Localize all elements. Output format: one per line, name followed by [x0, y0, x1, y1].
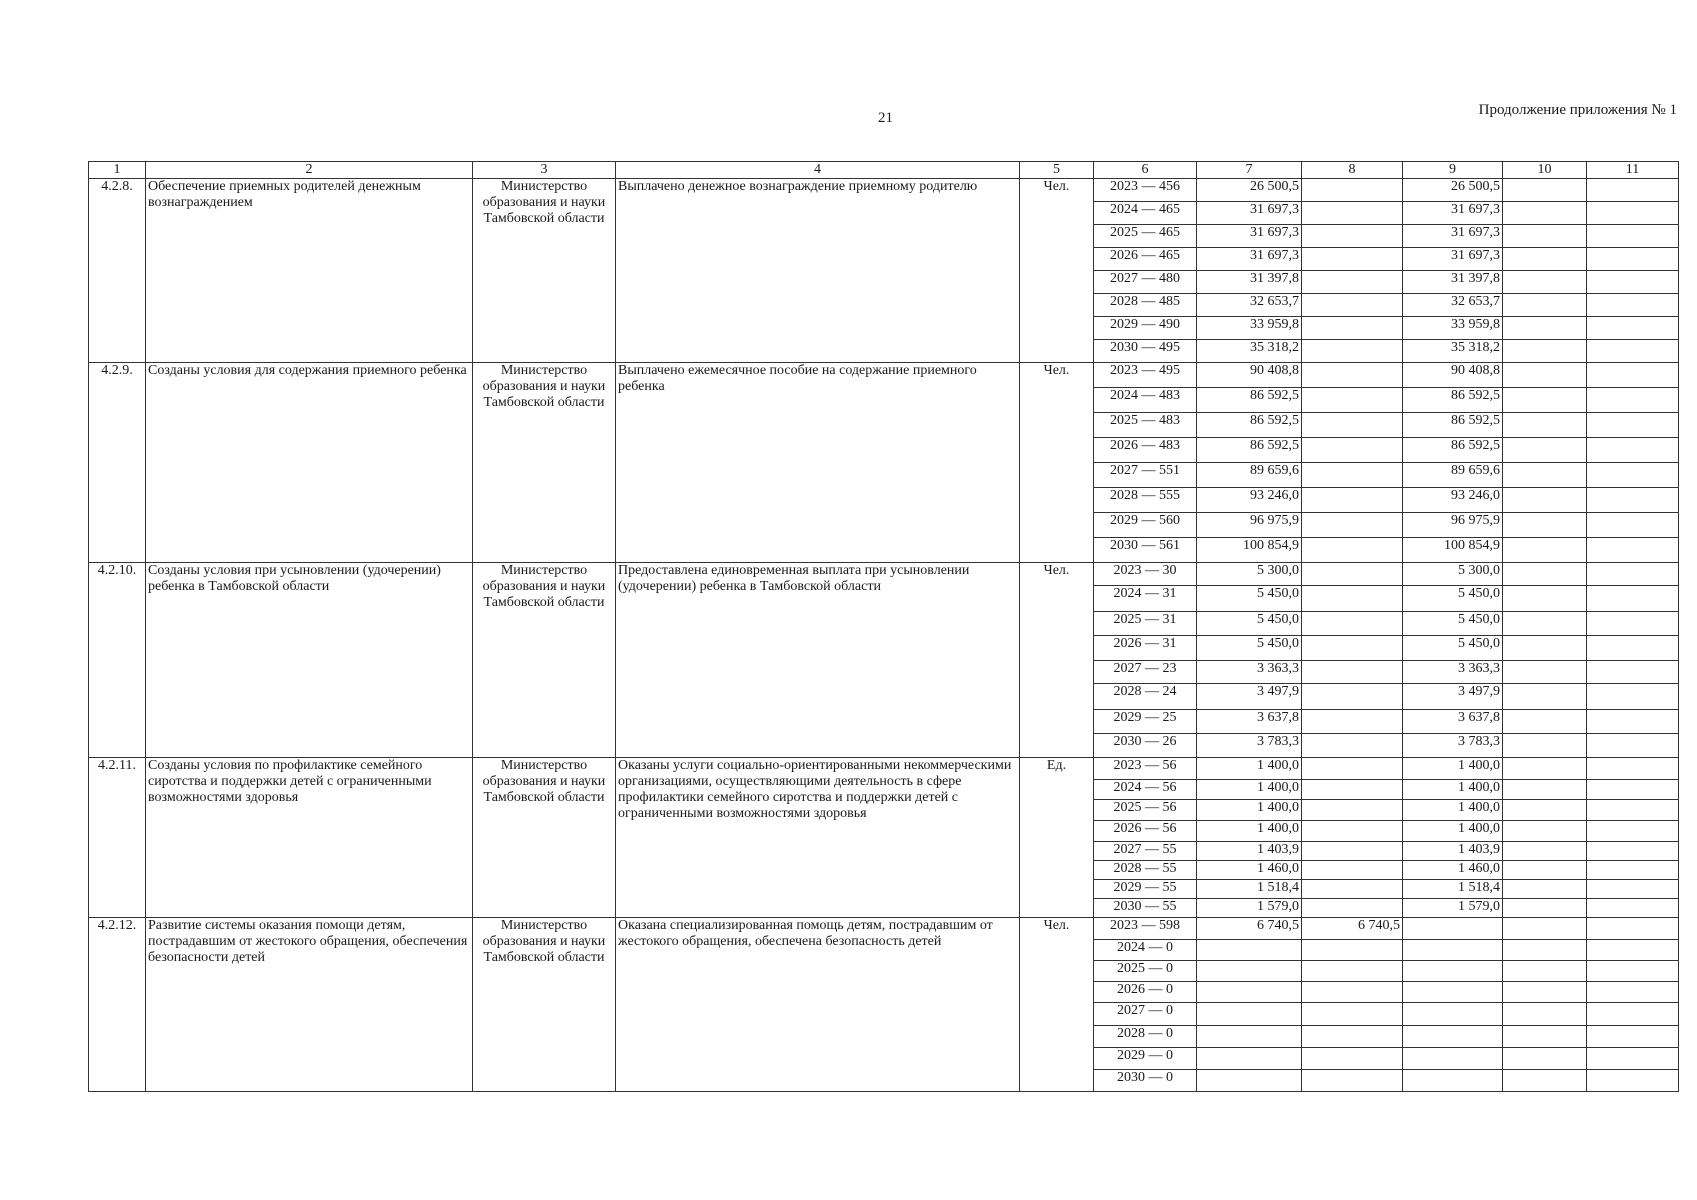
value-col-10: [1503, 661, 1587, 684]
value-col-7: 31 697,3: [1197, 248, 1302, 271]
value-col-7: 5 450,0: [1197, 586, 1302, 612]
value-col-11: [1587, 340, 1679, 363]
value-col-11: [1587, 202, 1679, 225]
value-col-11: [1587, 413, 1679, 438]
value-col-9: [1403, 982, 1503, 1003]
year-indicator: 2025 — 483: [1094, 413, 1197, 438]
value-col-7: 100 854,9: [1197, 538, 1302, 563]
activity-name: Обеспечение приемных родителей денежным вознаграждением: [146, 179, 473, 363]
value-col-11: [1587, 842, 1679, 861]
value-col-10: [1503, 438, 1587, 463]
activity-result: Оказаны услуги социально-ориентированными некоммерческими организациями, осуществляющими деятельность в сфере профилактики семейного сиротства и поддержки детей с ограниченными возможностями здоровья: [616, 758, 1020, 918]
column-header: 7: [1197, 162, 1302, 179]
value-col-9: 86 592,5: [1403, 438, 1503, 463]
value-col-9: 31 397,8: [1403, 271, 1503, 294]
value-col-9: 3 497,9: [1403, 684, 1503, 710]
measure-unit: Чел.: [1020, 363, 1094, 563]
responsible-org: Министерство образования и науки Тамбовской области: [473, 918, 616, 1092]
value-col-8: [1302, 1003, 1403, 1026]
value-col-9: [1403, 961, 1503, 982]
year-indicator: 2024 — 56: [1094, 780, 1197, 800]
value-col-7: 35 318,2: [1197, 340, 1302, 363]
year-indicator: 2028 — 24: [1094, 684, 1197, 710]
value-col-9: [1403, 918, 1503, 940]
year-indicator: 2023 — 30: [1094, 563, 1197, 586]
value-col-10: [1503, 880, 1587, 899]
value-col-7: [1197, 961, 1302, 982]
year-indicator: 2024 — 465: [1094, 202, 1197, 225]
value-col-11: [1587, 982, 1679, 1003]
value-col-9: 89 659,6: [1403, 463, 1503, 488]
value-col-7: 1 400,0: [1197, 800, 1302, 821]
value-col-10: [1503, 821, 1587, 842]
value-col-8: [1302, 317, 1403, 340]
year-indicator: 2026 — 31: [1094, 636, 1197, 661]
value-col-8: [1302, 538, 1403, 563]
value-col-10: [1503, 684, 1587, 710]
value-col-10: [1503, 248, 1587, 271]
responsible-org: Министерство образования и науки Тамбовской области: [473, 563, 616, 758]
value-col-10: [1503, 340, 1587, 363]
value-col-10: [1503, 202, 1587, 225]
value-col-10: [1503, 294, 1587, 317]
value-col-9: 3 637,8: [1403, 710, 1503, 734]
value-col-11: [1587, 463, 1679, 488]
year-indicator: 2025 — 56: [1094, 800, 1197, 821]
table-row: [89, 363, 1679, 388]
year-indicator: 2029 — 490: [1094, 317, 1197, 340]
year-indicator: 2025 — 465: [1094, 225, 1197, 248]
value-col-11: [1587, 488, 1679, 513]
value-col-9: 1 460,0: [1403, 861, 1503, 880]
value-col-10: [1503, 1003, 1587, 1026]
year-indicator: 2024 — 0: [1094, 940, 1197, 961]
value-col-10: [1503, 734, 1587, 758]
value-col-8: [1302, 225, 1403, 248]
value-col-8: [1302, 899, 1403, 918]
value-col-9: 26 500,5: [1403, 179, 1503, 202]
year-indicator: 2024 — 31: [1094, 586, 1197, 612]
value-col-7: 89 659,6: [1197, 463, 1302, 488]
table-body: [89, 179, 1679, 1092]
year-indicator: 2028 — 0: [1094, 1026, 1197, 1048]
value-col-7: 3 637,8: [1197, 710, 1302, 734]
measure-unit: Чел.: [1020, 179, 1094, 363]
value-col-10: [1503, 899, 1587, 918]
value-col-11: [1587, 179, 1679, 202]
value-col-7: 93 246,0: [1197, 488, 1302, 513]
year-indicator: 2026 — 483: [1094, 438, 1197, 463]
value-col-8: [1302, 388, 1403, 413]
value-col-8: [1302, 363, 1403, 388]
activity-name: Развитие системы оказания помощи детям, пострадавшим от жестокого обращения, обеспечения безопасности детей: [146, 918, 473, 1092]
column-header: 10: [1503, 162, 1587, 179]
value-col-8: [1302, 612, 1403, 636]
value-col-8: [1302, 982, 1403, 1003]
year-indicator: 2024 — 483: [1094, 388, 1197, 413]
value-col-7: 31 697,3: [1197, 202, 1302, 225]
value-col-11: [1587, 899, 1679, 918]
value-col-9: 5 450,0: [1403, 586, 1503, 612]
page-number: 21: [878, 110, 893, 126]
value-col-9: 1 400,0: [1403, 780, 1503, 800]
value-col-7: 1 400,0: [1197, 780, 1302, 800]
table-row: [89, 918, 1679, 940]
column-header: 11: [1587, 162, 1679, 179]
activity-result: Оказана специализированная помощь детям, пострадавшим от жестокого обращения, обеспечена безопасность детей: [616, 918, 1020, 1092]
value-col-11: [1587, 880, 1679, 899]
value-col-7: 3 363,3: [1197, 661, 1302, 684]
value-col-11: [1587, 1003, 1679, 1026]
value-col-9: 31 697,3: [1403, 225, 1503, 248]
value-col-9: 1 518,4: [1403, 880, 1503, 899]
value-col-9: [1403, 1003, 1503, 1026]
value-col-10: [1503, 710, 1587, 734]
activity-number: 4.2.9.: [89, 363, 146, 563]
activity-result: Выплачено ежемесячное пособие на содержание приемного ребенка: [616, 363, 1020, 563]
value-col-8: [1302, 340, 1403, 363]
value-col-11: [1587, 438, 1679, 463]
year-indicator: 2030 — 55: [1094, 899, 1197, 918]
year-indicator: 2030 — 0: [1094, 1070, 1197, 1092]
value-col-8: [1302, 880, 1403, 899]
value-col-7: 26 500,5: [1197, 179, 1302, 202]
year-indicator: 2029 — 0: [1094, 1048, 1197, 1070]
year-indicator: 2027 — 55: [1094, 842, 1197, 861]
value-col-9: [1403, 1070, 1503, 1092]
value-col-11: [1587, 388, 1679, 413]
value-col-11: [1587, 271, 1679, 294]
value-col-7: [1197, 1026, 1302, 1048]
column-number-row: [89, 162, 1679, 179]
value-col-10: [1503, 918, 1587, 940]
value-col-10: [1503, 982, 1587, 1003]
value-col-10: [1503, 636, 1587, 661]
value-col-7: [1197, 940, 1302, 961]
value-col-10: [1503, 758, 1587, 780]
value-col-8: [1302, 661, 1403, 684]
activity-name: Созданы условия по профилактике семейного сиротства и поддержки детей с ограниченными возможностями здоровья: [146, 758, 473, 918]
year-indicator: 2023 — 598: [1094, 918, 1197, 940]
value-col-9: 31 697,3: [1403, 202, 1503, 225]
activity-number: 4.2.11.: [89, 758, 146, 918]
value-col-11: [1587, 538, 1679, 563]
value-col-8: [1302, 248, 1403, 271]
value-col-8: [1302, 734, 1403, 758]
responsible-org: Министерство образования и науки Тамбовской области: [473, 758, 616, 918]
value-col-9: 31 697,3: [1403, 248, 1503, 271]
activity-number: 4.2.10.: [89, 563, 146, 758]
value-col-10: [1503, 586, 1587, 612]
value-col-7: [1197, 1070, 1302, 1092]
year-indicator: 2030 — 561: [1094, 538, 1197, 563]
value-col-11: [1587, 684, 1679, 710]
value-col-8: [1302, 586, 1403, 612]
activity-number: 4.2.8.: [89, 179, 146, 363]
value-col-11: [1587, 586, 1679, 612]
value-col-9: 100 854,9: [1403, 538, 1503, 563]
year-indicator: 2027 — 551: [1094, 463, 1197, 488]
value-col-11: [1587, 294, 1679, 317]
value-col-11: [1587, 780, 1679, 800]
value-col-11: [1587, 734, 1679, 758]
value-col-7: 86 592,5: [1197, 413, 1302, 438]
value-col-7: [1197, 1048, 1302, 1070]
year-indicator: 2026 — 465: [1094, 248, 1197, 271]
value-col-10: [1503, 271, 1587, 294]
value-col-11: [1587, 563, 1679, 586]
measure-unit: Чел.: [1020, 918, 1094, 1092]
value-col-7: 31 397,8: [1197, 271, 1302, 294]
value-col-7: 3 783,3: [1197, 734, 1302, 758]
value-col-7: 86 592,5: [1197, 388, 1302, 413]
column-header: 1: [89, 162, 146, 179]
value-col-8: [1302, 271, 1403, 294]
value-col-9: 5 450,0: [1403, 612, 1503, 636]
value-col-8: [1302, 438, 1403, 463]
value-col-11: [1587, 800, 1679, 821]
value-col-8: [1302, 636, 1403, 661]
value-col-11: [1587, 1070, 1679, 1092]
value-col-8: [1302, 179, 1403, 202]
value-col-9: 1 579,0: [1403, 899, 1503, 918]
value-col-9: 5 450,0: [1403, 636, 1503, 661]
year-indicator: 2029 — 25: [1094, 710, 1197, 734]
value-col-9: 32 653,7: [1403, 294, 1503, 317]
value-col-7: 5 450,0: [1197, 636, 1302, 661]
value-col-8: [1302, 684, 1403, 710]
table-row: [89, 563, 1679, 586]
value-col-8: [1302, 961, 1403, 982]
value-col-8: [1302, 294, 1403, 317]
value-col-7: 1 400,0: [1197, 758, 1302, 780]
table-row: [89, 179, 1679, 202]
value-col-10: [1503, 413, 1587, 438]
value-col-10: [1503, 612, 1587, 636]
value-col-7: 96 975,9: [1197, 513, 1302, 538]
year-indicator: 2030 — 495: [1094, 340, 1197, 363]
year-indicator: 2029 — 55: [1094, 880, 1197, 899]
activity-result: Выплачено денежное вознаграждение приемному родителю: [616, 179, 1020, 363]
responsible-org: Министерство образования и науки Тамбовской области: [473, 363, 616, 563]
value-col-8: [1302, 513, 1403, 538]
table-row: [89, 758, 1679, 780]
value-col-10: [1503, 488, 1587, 513]
value-col-11: [1587, 1026, 1679, 1048]
value-col-9: 86 592,5: [1403, 388, 1503, 413]
value-col-9: 90 408,8: [1403, 363, 1503, 388]
activity-result: Предоставлена единовременная выплата при усыновлении (удочерении) ребенка в Тамбовской области: [616, 563, 1020, 758]
year-indicator: 2027 — 0: [1094, 1003, 1197, 1026]
value-col-8: [1302, 563, 1403, 586]
value-col-8: [1302, 861, 1403, 880]
year-indicator: 2028 — 555: [1094, 488, 1197, 513]
value-col-8: [1302, 940, 1403, 961]
value-col-11: [1587, 940, 1679, 961]
value-col-10: [1503, 861, 1587, 880]
value-col-7: 1 460,0: [1197, 861, 1302, 880]
value-col-11: [1587, 710, 1679, 734]
value-col-10: [1503, 800, 1587, 821]
year-indicator: 2023 — 456: [1094, 179, 1197, 202]
year-indicator: 2027 — 23: [1094, 661, 1197, 684]
column-header: 3: [473, 162, 616, 179]
year-indicator: 2023 — 56: [1094, 758, 1197, 780]
column-header: 6: [1094, 162, 1197, 179]
column-header: 9: [1403, 162, 1503, 179]
value-col-10: [1503, 363, 1587, 388]
value-col-8: [1302, 488, 1403, 513]
value-col-11: [1587, 758, 1679, 780]
activity-number: 4.2.12.: [89, 918, 146, 1092]
value-col-7: 1 579,0: [1197, 899, 1302, 918]
value-col-11: [1587, 248, 1679, 271]
value-col-10: [1503, 563, 1587, 586]
value-col-10: [1503, 225, 1587, 248]
value-col-9: 5 300,0: [1403, 563, 1503, 586]
value-col-10: [1503, 179, 1587, 202]
value-col-10: [1503, 388, 1587, 413]
value-col-9: [1403, 940, 1503, 961]
value-col-11: [1587, 961, 1679, 982]
value-col-10: [1503, 1048, 1587, 1070]
value-col-8: [1302, 800, 1403, 821]
value-col-9: 35 318,2: [1403, 340, 1503, 363]
year-indicator: 2027 — 480: [1094, 271, 1197, 294]
value-col-7: [1197, 982, 1302, 1003]
value-col-7: 86 592,5: [1197, 438, 1302, 463]
value-col-8: [1302, 1026, 1403, 1048]
value-col-9: 1 403,9: [1403, 842, 1503, 861]
value-col-7: 6 740,5: [1197, 918, 1302, 940]
measure-unit: Ед.: [1020, 758, 1094, 918]
value-col-9: 3 363,3: [1403, 661, 1503, 684]
value-col-9: 1 400,0: [1403, 758, 1503, 780]
value-col-11: [1587, 918, 1679, 940]
year-indicator: 2025 — 31: [1094, 612, 1197, 636]
year-indicator: 2026 — 0: [1094, 982, 1197, 1003]
value-col-11: [1587, 821, 1679, 842]
activity-name: Созданы условия при усыновлении (удочерении) ребенка в Тамбовской области: [146, 563, 473, 758]
value-col-11: [1587, 363, 1679, 388]
value-col-9: 86 592,5: [1403, 413, 1503, 438]
year-indicator: 2023 — 495: [1094, 363, 1197, 388]
value-col-9: [1403, 1048, 1503, 1070]
value-col-11: [1587, 636, 1679, 661]
value-col-10: [1503, 538, 1587, 563]
value-col-9: 1 400,0: [1403, 821, 1503, 842]
value-col-8: [1302, 413, 1403, 438]
value-col-11: [1587, 861, 1679, 880]
value-col-9: 3 783,3: [1403, 734, 1503, 758]
value-col-8: [1302, 1070, 1403, 1092]
year-indicator: 2029 — 560: [1094, 513, 1197, 538]
value-col-8: [1302, 1048, 1403, 1070]
value-col-10: [1503, 940, 1587, 961]
value-col-7: 5 300,0: [1197, 563, 1302, 586]
value-col-7: 90 408,8: [1197, 363, 1302, 388]
value-col-8: 6 740,5: [1302, 918, 1403, 940]
year-indicator: 2028 — 485: [1094, 294, 1197, 317]
value-col-9: 1 400,0: [1403, 800, 1503, 821]
value-col-8: [1302, 842, 1403, 861]
value-col-7: 31 697,3: [1197, 225, 1302, 248]
value-col-7: 5 450,0: [1197, 612, 1302, 636]
responsible-org: Министерство образования и науки Тамбовской области: [473, 179, 616, 363]
value-col-9: [1403, 1026, 1503, 1048]
value-col-11: [1587, 1048, 1679, 1070]
column-header: 8: [1302, 162, 1403, 179]
value-col-7: 3 497,9: [1197, 684, 1302, 710]
value-col-10: [1503, 1026, 1587, 1048]
value-col-7: 33 959,8: [1197, 317, 1302, 340]
value-col-10: [1503, 513, 1587, 538]
column-header: 5: [1020, 162, 1094, 179]
year-indicator: 2026 — 56: [1094, 821, 1197, 842]
value-col-9: 96 975,9: [1403, 513, 1503, 538]
value-col-11: [1587, 661, 1679, 684]
value-col-8: [1302, 463, 1403, 488]
value-col-10: [1503, 1070, 1587, 1092]
value-col-10: [1503, 961, 1587, 982]
year-indicator: 2025 — 0: [1094, 961, 1197, 982]
value-col-8: [1302, 821, 1403, 842]
value-col-10: [1503, 463, 1587, 488]
column-header: 2: [146, 162, 473, 179]
year-indicator: 2028 — 55: [1094, 861, 1197, 880]
value-col-8: [1302, 710, 1403, 734]
value-col-11: [1587, 612, 1679, 636]
activity-name: Созданы условия для содержания приемного ребенка: [146, 363, 473, 563]
value-col-10: [1503, 780, 1587, 800]
appendix-note: Продолжение приложения № 1: [1478, 102, 1677, 118]
value-col-8: [1302, 758, 1403, 780]
value-col-7: 1 403,9: [1197, 842, 1302, 861]
value-col-10: [1503, 317, 1587, 340]
value-col-7: [1197, 1003, 1302, 1026]
year-indicator: 2030 — 26: [1094, 734, 1197, 758]
program-table: [88, 161, 1679, 1092]
value-col-7: 1 400,0: [1197, 821, 1302, 842]
value-col-11: [1587, 317, 1679, 340]
value-col-9: 33 959,8: [1403, 317, 1503, 340]
value-col-9: 93 246,0: [1403, 488, 1503, 513]
value-col-8: [1302, 780, 1403, 800]
value-col-8: [1302, 202, 1403, 225]
value-col-11: [1587, 225, 1679, 248]
value-col-10: [1503, 842, 1587, 861]
value-col-11: [1587, 513, 1679, 538]
value-col-7: 1 518,4: [1197, 880, 1302, 899]
measure-unit: Чел.: [1020, 563, 1094, 758]
column-header: 4: [616, 162, 1020, 179]
value-col-7: 32 653,7: [1197, 294, 1302, 317]
